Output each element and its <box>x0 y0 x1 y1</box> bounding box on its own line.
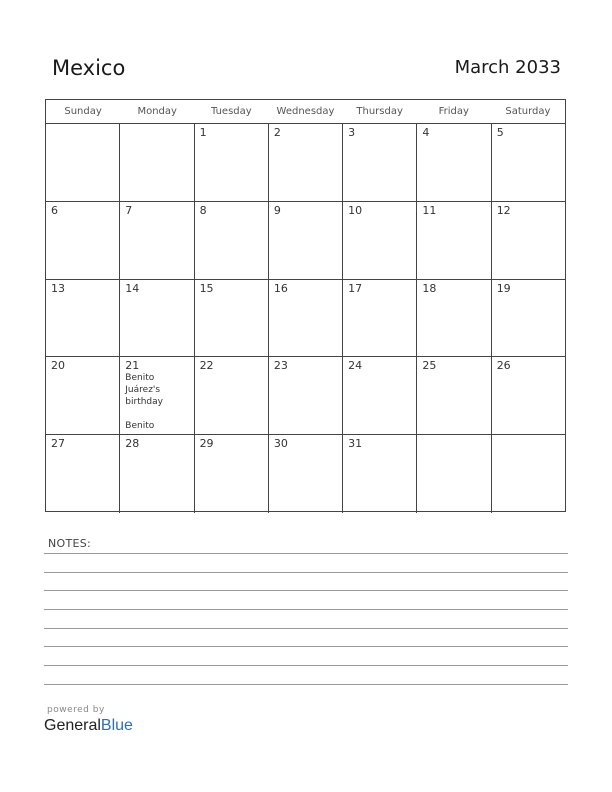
day-cell[interactable] <box>269 357 343 434</box>
day-cell[interactable] <box>417 280 491 357</box>
day-cell[interactable] <box>195 202 269 279</box>
day-number: 15 <box>199 281 214 295</box>
day-number: 1 <box>199 126 207 139</box>
day-cell[interactable] <box>120 202 194 279</box>
calendar-grid <box>45 99 566 512</box>
weekday-tuesday: Tuesday <box>211 106 252 117</box>
weekday-friday: Friday <box>438 106 469 117</box>
week-row <box>46 280 565 358</box>
day-cell[interactable] <box>120 124 194 201</box>
day-number: 2 <box>273 126 281 139</box>
day-cell[interactable] <box>46 357 120 434</box>
month-title: March 2033 <box>454 57 561 78</box>
day-number: 12 <box>496 203 511 217</box>
note-line <box>44 609 568 610</box>
day-number: 27 <box>51 437 65 451</box>
day-number: 11 <box>422 203 437 217</box>
week-row <box>46 435 565 513</box>
day-number: 29 <box>199 437 214 451</box>
note-line <box>44 665 568 666</box>
country-title: Mexico <box>52 56 126 80</box>
day-number: 10 <box>348 203 363 217</box>
day-cell[interactable] <box>46 280 120 357</box>
day-cell[interactable] <box>195 124 269 201</box>
day-number: 23 <box>273 359 288 373</box>
day-cell[interactable] <box>195 280 269 357</box>
note-line <box>44 646 568 647</box>
day-cell[interactable] <box>195 357 269 434</box>
day-number: 14 <box>125 281 140 295</box>
day-cell[interactable] <box>46 435 120 513</box>
generalblue-logo[interactable] <box>44 717 133 735</box>
week-row <box>46 124 565 202</box>
day-cell[interactable] <box>120 357 194 434</box>
weekday-wednesday: Wednesday <box>276 106 335 117</box>
week-row <box>46 202 565 280</box>
day-number: 4 <box>422 126 430 139</box>
note-line <box>44 553 568 554</box>
day-cell[interactable] <box>492 357 565 434</box>
day-cell[interactable] <box>492 280 565 357</box>
day-cell[interactable] <box>269 202 343 279</box>
note-line <box>44 628 568 629</box>
day-cell[interactable] <box>195 435 269 513</box>
day-number: 9 <box>273 203 281 217</box>
day-cell[interactable] <box>343 124 417 201</box>
brand-general: General <box>44 717 101 734</box>
day-cell[interactable] <box>120 435 194 513</box>
day-cell[interactable] <box>417 202 491 279</box>
note-line <box>44 684 568 685</box>
holiday-event: Benito <box>125 421 155 432</box>
weeks-container <box>46 124 565 513</box>
day-cell[interactable] <box>343 435 417 513</box>
day-cell[interactable] <box>417 435 491 513</box>
day-number: 30 <box>273 437 288 451</box>
day-cell[interactable] <box>417 357 491 434</box>
note-line <box>44 590 568 591</box>
day-cell[interactable] <box>46 202 120 279</box>
weekday-sunday: Sunday <box>64 106 102 117</box>
day-number: 21 <box>125 359 140 373</box>
day-cell[interactable] <box>492 202 565 279</box>
day-cell[interactable] <box>492 124 565 201</box>
day-number: 19 <box>496 281 511 295</box>
day-number: 16 <box>273 281 288 295</box>
day-number: 8 <box>199 203 207 217</box>
day-number: 5 <box>496 126 504 139</box>
day-number: 6 <box>51 203 58 217</box>
day-number: 20 <box>51 359 65 373</box>
day-cell[interactable] <box>343 202 417 279</box>
day-number: 25 <box>422 359 437 373</box>
day-cell[interactable] <box>46 124 120 201</box>
day-cell[interactable] <box>269 124 343 201</box>
day-number: 28 <box>125 437 140 451</box>
day-cell[interactable] <box>417 124 491 201</box>
day-number: 18 <box>422 281 437 295</box>
day-number: 17 <box>348 281 363 295</box>
day-number: 24 <box>348 359 363 373</box>
brand-blue: Blue <box>100 717 133 734</box>
day-cell[interactable] <box>343 357 417 434</box>
day-cell[interactable] <box>269 435 343 513</box>
day-cell[interactable] <box>343 280 417 357</box>
day-number: 26 <box>496 359 511 373</box>
holiday-event: Benito Juárez's birthday <box>125 373 163 408</box>
note-line <box>44 572 568 573</box>
day-number: 13 <box>51 281 65 295</box>
day-number: 31 <box>348 437 363 451</box>
weekday-monday: Monday <box>137 106 177 117</box>
week-row <box>46 357 565 435</box>
notes-label: NOTES: <box>48 537 92 550</box>
weekday-thursday: Thursday <box>356 106 403 117</box>
day-number: 22 <box>199 359 214 373</box>
weekday-saturday: Saturday <box>505 106 551 117</box>
day-cell[interactable] <box>492 435 565 513</box>
powered-by-text: powered by <box>47 705 105 715</box>
weekday-header-row <box>46 100 565 124</box>
day-number: 3 <box>348 126 356 139</box>
day-cell[interactable] <box>120 280 194 357</box>
day-number: 7 <box>125 203 133 217</box>
day-cell[interactable] <box>269 280 343 357</box>
